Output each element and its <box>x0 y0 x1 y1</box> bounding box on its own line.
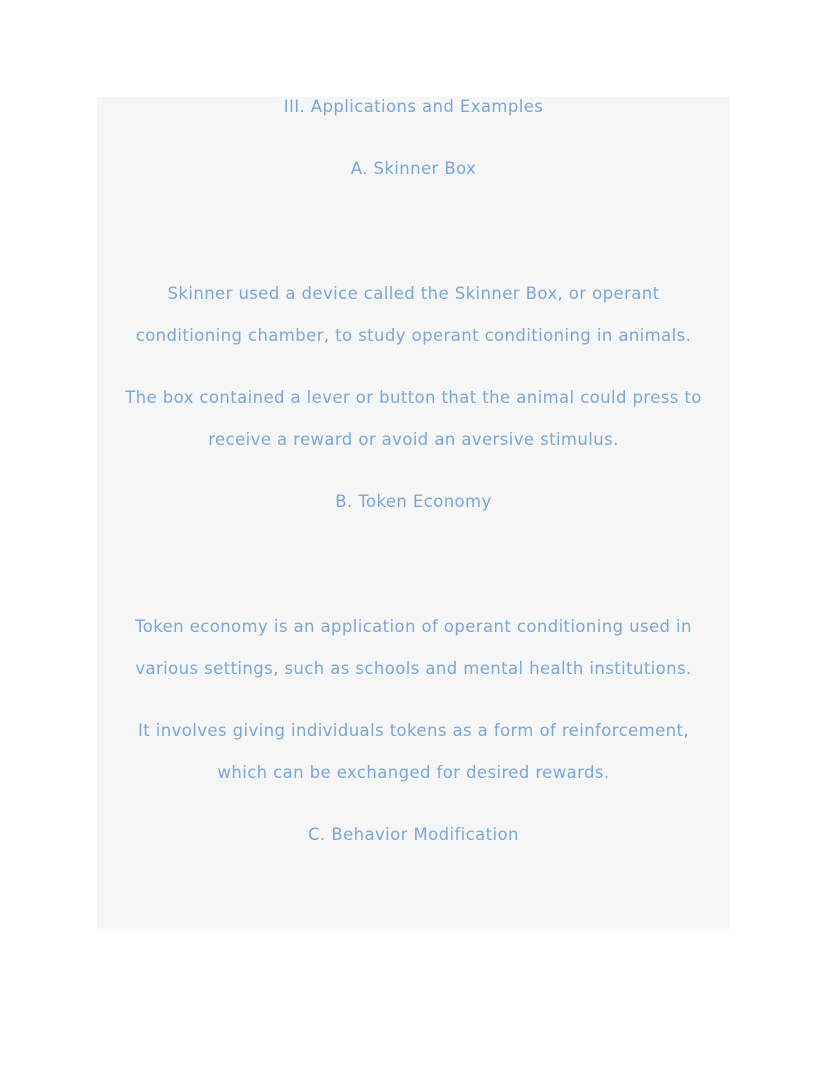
section-heading: III. Applications and Examples <box>283 97 544 116</box>
paragraph-line: receive a reward or avoid an aversive stimulus. <box>208 430 619 449</box>
paragraph-line: Token economy is an application of operant conditioning used in <box>135 617 692 636</box>
paragraph-line: various settings, such as schools and mental health institutions. <box>135 659 692 678</box>
subsection-heading-skinner-box: A. Skinner Box <box>350 159 477 178</box>
paragraph-line: which can be exchanged for desired rewards. <box>217 763 610 782</box>
paragraph-line: It involves giving individuals tokens as a form of reinforcement, <box>137 721 690 740</box>
subsection-heading-token-economy: B. Token Economy <box>335 492 492 511</box>
subsection-heading-behavior-modification: C. Behavior Modification <box>308 825 519 844</box>
document-page <box>97 97 730 929</box>
paragraph-line: The box contained a lever or button that the animal could press to <box>125 388 702 407</box>
paragraph-line: Skinner used a device called the Skinner Box, or operant <box>167 284 660 303</box>
paragraph-line: conditioning chamber, to study operant conditioning in animals. <box>135 326 692 345</box>
